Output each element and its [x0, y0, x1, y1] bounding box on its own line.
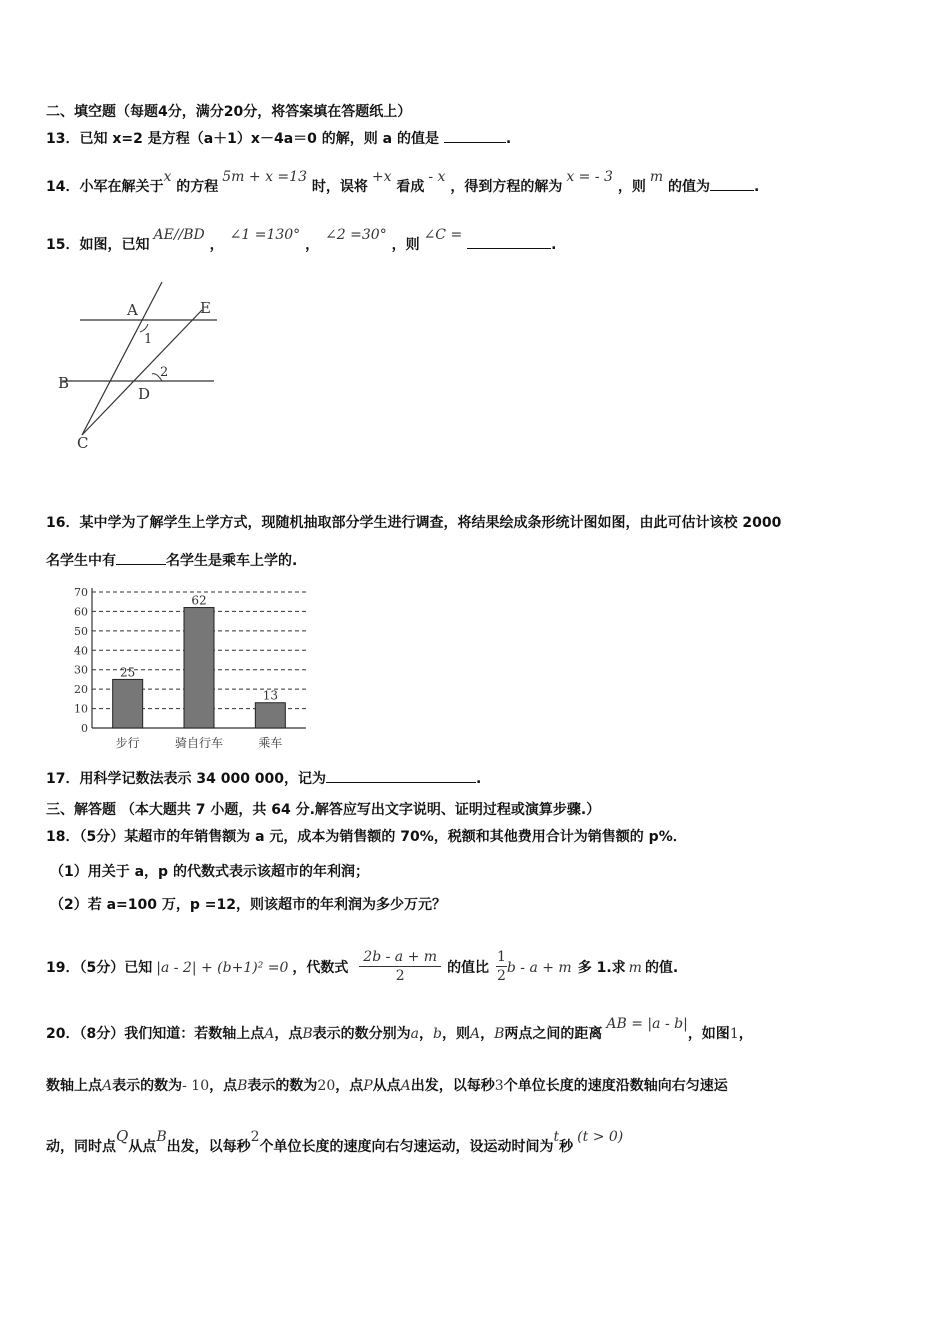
- fraction-1: $\frac{2b - a + m}{2}$: [359, 948, 441, 985]
- question-17: 17．用科学记数法表示 34 000 000，记为 .: [46, 768, 481, 789]
- x-category-label: 乘车: [258, 736, 283, 750]
- answer-blank-16[interactable]: [116, 550, 166, 565]
- answer-blank-14[interactable]: [710, 176, 754, 191]
- label-b: B: [58, 374, 70, 392]
- y-tick-label: 10: [74, 702, 88, 716]
- bar-value-label: 25: [120, 665, 136, 680]
- label-e: E: [200, 299, 211, 317]
- answer-blank-17[interactable]: [326, 768, 476, 783]
- bar-value-label: 62: [191, 593, 207, 608]
- question-18-part-2: （2）若 a=100 万，p =12，则该超市的年利润为多少万元？: [50, 897, 446, 913]
- y-tick-label: 50: [74, 624, 88, 638]
- question-16-line-1: 16．某中学为了解学生上学方式，现随机抽取部分学生进行调查，将结果绘成条形统计图如图，由此可估计该校 2000: [46, 515, 782, 531]
- question-15: 15．如图，已知AE//BD ，∠1 =130° ，∠2 =30° ，则∠C = .: [46, 227, 557, 253]
- fraction-2: $\frac{1}{2}$: [496, 948, 506, 984]
- label-c: C: [77, 434, 89, 452]
- line-ce: [82, 310, 202, 435]
- section-2-title: 二、填空题（每题4分，满分20分，将答案填在答题纸上）: [46, 104, 412, 120]
- question-20-line-3: 动，同时点Q从点B出发，以每秒2个单位长度的速度向右匀速运动，设运动时间为t秒(t > 0): [46, 1127, 624, 1155]
- answer-blank-15[interactable]: [467, 234, 551, 249]
- angle-1-arc: [140, 324, 148, 332]
- bar: [113, 679, 143, 728]
- bar-value-label: 13: [262, 688, 278, 703]
- question-18: 18．（5分）某超市的年销售额为 a 元，成本为销售额的 70%，税额和其他费用合计为销售额的 p%．: [46, 829, 687, 845]
- label-angle-2: 2: [160, 365, 169, 380]
- label-angle-1: 1: [144, 332, 153, 347]
- y-tick-label: 20: [74, 683, 88, 697]
- question-13: 13．已知 x=2 是方程（a＋1）x－4a＝0 的解，则 a 的值是 .: [46, 128, 511, 149]
- label-a: A: [127, 301, 138, 319]
- bar-chart: [66, 584, 311, 756]
- section-3-title: 三、解答题 （本大题共 7 小题，共 64 分.解答应写出文字说明、证明过程或演算步骤.）: [46, 802, 601, 818]
- question-14: 14．小军在解关于x 的方程5m + x =13 时，误将+x 看成- x ，得到方程的解为x = - 3 ，则m 的值为 .: [46, 169, 760, 195]
- question-20-line-1: 20．（8分）我们知道：若数轴上点A，点B表示的数分别为a，b，则A，B两点之间的距离AB = |a - b|，如图1，: [46, 1016, 753, 1042]
- y-tick-label: 0: [81, 722, 88, 735]
- answer-blank-13[interactable]: [444, 128, 506, 143]
- question-20-line-2: 数轴上点A表示的数为- 10，点B表示的数为20，点P从点A出发，以每秒3个单位长度的速度沿数轴向右匀速运: [46, 1078, 728, 1094]
- x-category-label: 骑自行车: [174, 736, 224, 750]
- question-18-part-1: （1）用关于 a，p 的代数式表示该超市的年利润；: [50, 864, 369, 880]
- y-tick-label: 40: [74, 644, 88, 658]
- line-ca: [82, 282, 162, 435]
- question-19: 19．（5分）已知 |a - 2| + (b+1)² =0 ，代数式 $\frac{2b - a + m}{2}$ 的值比 $\frac{1}{2}$ b - a + m 多 1.求 m 的值.: [46, 948, 679, 984]
- y-tick-label: 60: [74, 605, 88, 619]
- geometry-figure: [52, 280, 227, 455]
- y-tick-label: 70: [74, 586, 88, 599]
- question-16-line-2: 名学生中有 名学生是乘车上学的.: [46, 550, 297, 571]
- y-tick-label: 30: [74, 663, 88, 677]
- bar: [184, 608, 214, 728]
- label-d: D: [138, 385, 151, 403]
- x-category-label: 步行: [115, 736, 140, 750]
- bar: [255, 703, 285, 728]
